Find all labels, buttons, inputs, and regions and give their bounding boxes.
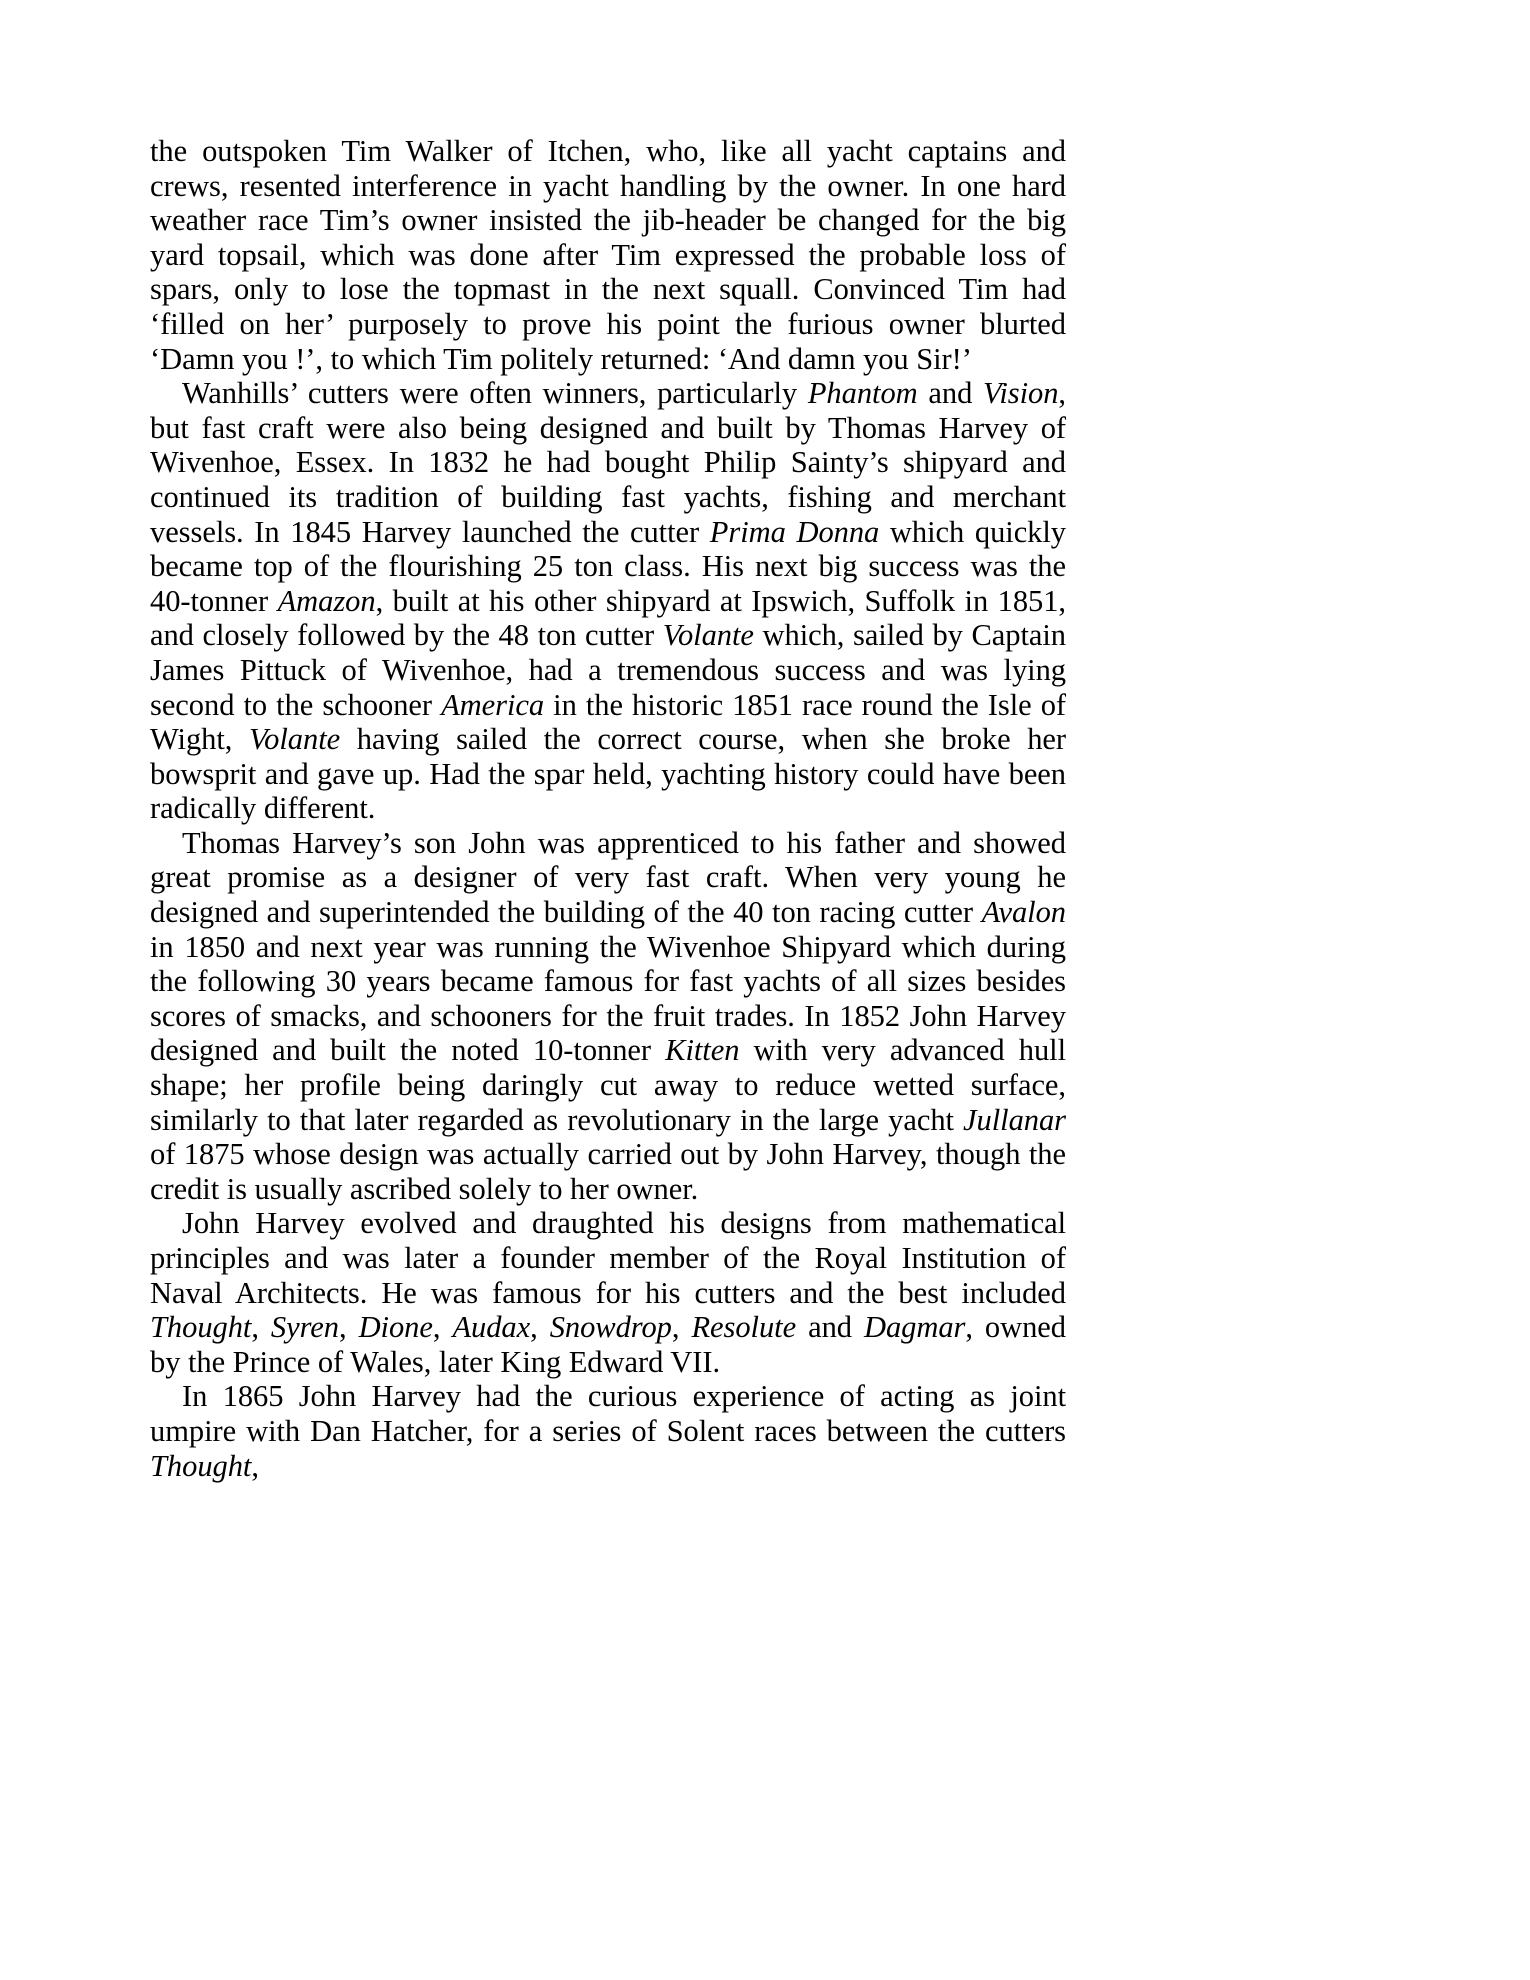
- text-run: and: [917, 376, 984, 411]
- italic-title: Prima Donna: [709, 514, 880, 549]
- italic-title: Volante: [248, 722, 341, 757]
- italic-title: Vision: [983, 376, 1059, 411]
- text-run: , but fast craft were also being designed and built by Thomas Harvey of Wivenhoe, Essex. In 1832 he had bought Philip Sainty’s shipyard and continued its tradition of building fast yachts, fishing and merchant vessels. In 1845 Harvey launched the cutter: [150, 376, 1066, 549]
- body-text-column: [150, 134, 1066, 1483]
- italic-title: Phantom: [807, 376, 918, 411]
- text-run: , built at his other shipyard at Ipswich, Suffolk in 1851, and closely followed by the 48 ton cutter: [150, 583, 1066, 653]
- paragraph: [150, 134, 1066, 376]
- text-run: in 1850 and next year was running the Wivenhoe Shipyard which during the following 30 years became famous for fast yachts of all sizes besides scores of smacks, and schooners for the fruit trades. In 1852 John Harvey designed and built the noted 10-tonner: [150, 929, 1066, 1068]
- italic-title: Resolute: [691, 1310, 797, 1345]
- paragraph: [150, 826, 1066, 1207]
- text-run: , owned by the Prince of Wales, later King Edward VII.: [150, 1310, 1066, 1379]
- paragraph: [150, 1379, 1066, 1483]
- italic-title: Snowdrop: [549, 1310, 672, 1345]
- text-run: Thomas Harvey’s son John was apprenticed to his father and showed great promise as a designer of very fast craft. When very young he designed and superintended the building of the 40 ton racing cutter: [150, 825, 1066, 930]
- text-run: ,: [530, 1310, 550, 1345]
- italic-title: Dione: [358, 1310, 433, 1345]
- text-run: ,: [338, 1310, 359, 1345]
- italic-title: Thought: [150, 1448, 252, 1483]
- text-run: Wanhills’ cutters were often winners, particularly: [182, 376, 808, 411]
- text-run: with very advanced hull shape; her profile being daringly cut away to reduce wetted surface, similarly to that later regarded as revolutionary in the large yacht: [150, 1033, 1066, 1137]
- text-run: which quickly became top of the flourishing 25 ton class. His next big success was the 40-tonner: [150, 514, 1067, 618]
- italic-title: Kitten: [665, 1033, 740, 1068]
- italic-title: Dagmar: [863, 1310, 966, 1345]
- text-run: having sailed the correct course, when she broke her bowsprit and gave up. Had the spar held, yachting history could have been radically different.: [150, 722, 1067, 826]
- text-run: which, sailed by Captain James Pittuck of Wivenhoe, had a tremendous success and was lying second to the schooner: [150, 618, 1066, 722]
- text-run: In 1865 John Harvey had the curious experience of acting as joint umpire with Dan Hatcher, for a series of Solent races between the cutters: [150, 1379, 1066, 1448]
- text-run: of 1875 whose design was actually carried out by John Harvey, though the credit is usually ascribed solely to her owner.: [150, 1137, 1066, 1206]
- italic-title: Thought: [150, 1310, 252, 1345]
- text-run: ,: [671, 1310, 692, 1345]
- italic-title: Volante: [662, 618, 754, 653]
- paragraph: [150, 376, 1066, 826]
- italic-title: Jullanar: [963, 1102, 1066, 1137]
- italic-title: Syren: [270, 1310, 339, 1345]
- text-run: ,: [251, 1310, 271, 1345]
- italic-title: America: [441, 687, 545, 722]
- text-run: ,: [432, 1310, 453, 1345]
- paragraph: [150, 1206, 1066, 1379]
- text-run: John Harvey evolved and draughted his designs from mathematical principles and was later a founder member of the Royal Institution of Naval Architects. He was famous for his cutters and the best included: [150, 1206, 1066, 1310]
- italic-title: Avalon: [981, 895, 1066, 930]
- text-run: the outspoken Tim Walker of Itchen, who, like all yacht captains and crews, resented interference in yacht handling by the owner. In one hard weather race Tim’s owner insisted the jib-header be changed for the big yard topsail, which was done after Tim expressed the probable loss of spars, only to lose the topmast in the next squall. Convinced Tim had ‘filled on her’ purposely to prove his point the furious owner blurted ‘Damn you !’, to which Tim politely returned: ‘And damn you Sir!’: [150, 134, 1066, 376]
- text-run: and: [796, 1310, 864, 1345]
- italic-title: Amazon: [277, 583, 376, 618]
- text-run: in the historic 1851 race round the Isle of Wight,: [150, 687, 1066, 757]
- text-run: ,: [251, 1448, 259, 1483]
- italic-title: Audax: [452, 1310, 531, 1345]
